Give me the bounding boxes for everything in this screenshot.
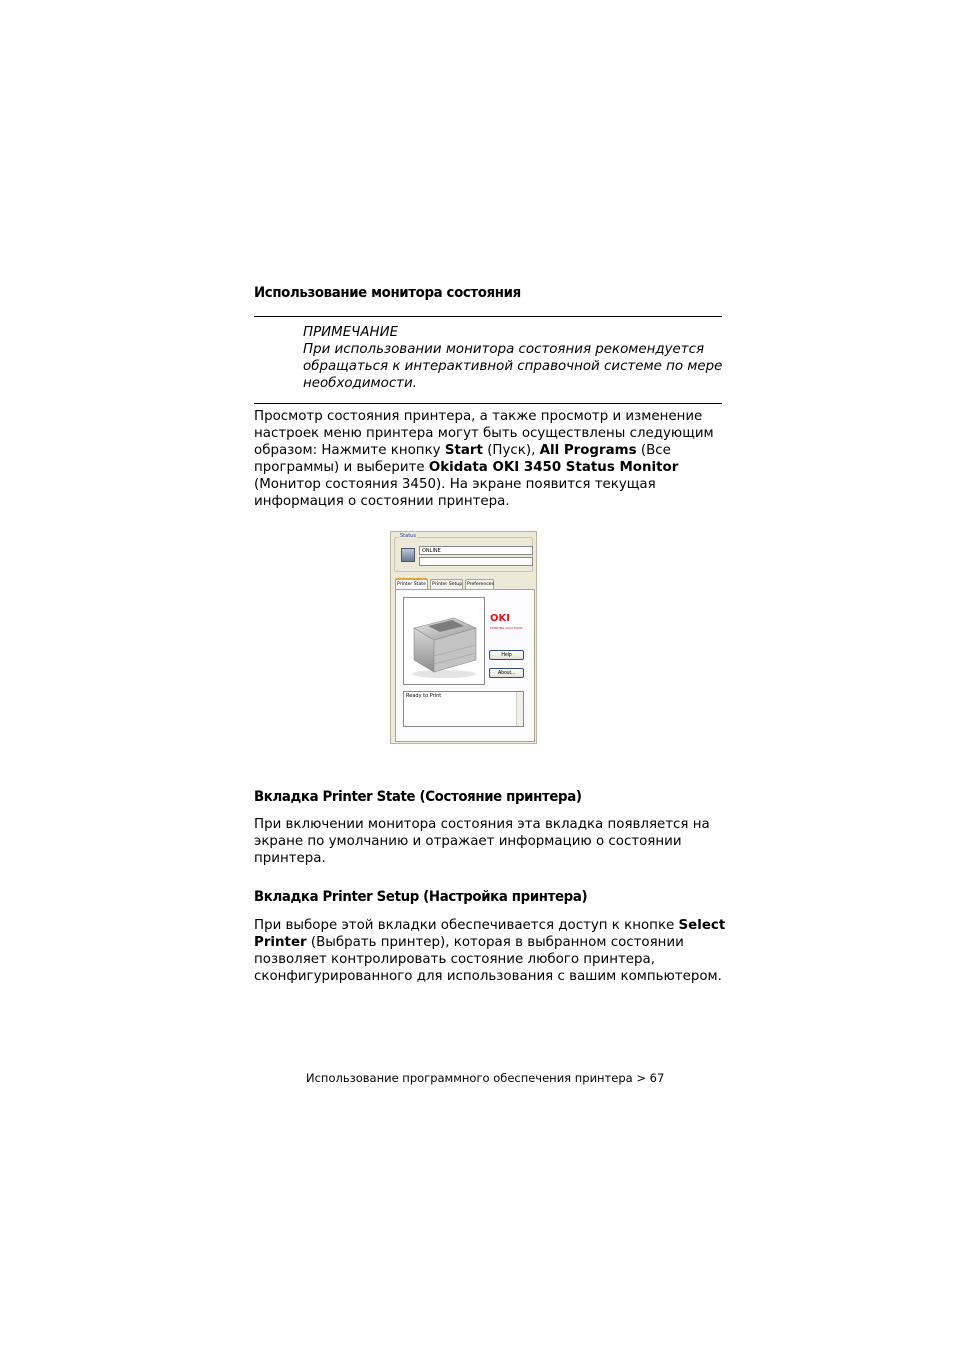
note-line: При использовании монитора состояния рекомендуется (303, 342, 705, 357)
paragraph-line: При включении монитора состояния эта вкладка появляется на (254, 817, 710, 832)
status-field: ONLINE (419, 546, 533, 555)
paragraph-line: принтера. (254, 851, 326, 866)
paragraph-line: (Монитор состояния 3450). На экране появится текущая (254, 477, 656, 492)
note-top-rule (254, 316, 722, 317)
note-label: ПРИМЕЧАНИЕ (303, 325, 399, 340)
status-message: Ready to Print (406, 693, 442, 699)
note-line: необходимости. (303, 376, 417, 391)
oki-logo: OKI (490, 613, 510, 624)
all-programs-term: All Programs (539, 443, 637, 458)
help-button[interactable]: Help (489, 650, 524, 660)
note-line: обращаться к интерактивной справочной системе по мере (303, 359, 723, 374)
printer-state-heading: Вкладка Printer State (Состояние принтера) (254, 789, 582, 805)
tab-printer-state[interactable]: Printer State (395, 578, 428, 589)
printer-image (403, 597, 485, 685)
status-monitor-window (390, 531, 537, 744)
status-message-box (403, 691, 524, 727)
start-term: Start (444, 443, 483, 458)
note-block (303, 324, 723, 392)
paragraph-line: Printer (Выбрать принтер), которая в выбранном состоянии (254, 935, 684, 950)
page-footer: Использование программного обеспечения принтера > 67 (306, 1071, 665, 1085)
paragraph-line: Просмотр состояния принтера, а также просмотр и изменение (254, 409, 703, 424)
status-detail-field (419, 557, 533, 566)
printer-icon (404, 598, 484, 684)
tab-preferences[interactable]: Preferences (465, 579, 494, 589)
printer-status-icon (401, 548, 415, 562)
paragraph-line: программы) и выберите Okidata OKI 3450 Status Monitor (254, 460, 679, 475)
paragraph-line: сконфигурированного для использования с вашим компьютером. (254, 969, 722, 984)
paragraph-line: информация о состоянии принтера. (254, 494, 510, 509)
status-monitor-term: Okidata OKI 3450 Status Monitor (428, 460, 679, 475)
printer-setup-paragraph (254, 917, 734, 985)
printer-setup-heading: Вкладка Printer Setup (Настройка принтера) (254, 889, 588, 905)
paragraph-line: настроек меню принтера могут быть осуществлены следующим (254, 426, 714, 441)
status-group-label: Status (400, 533, 416, 539)
intro-paragraph (254, 408, 734, 510)
printer-state-paragraph (254, 816, 734, 867)
message-scrollbar[interactable] (516, 692, 523, 726)
paragraph-line: экране по умолчанию и отражает информацию о состоянии (254, 834, 682, 849)
section-heading: Использование монитора состояния (254, 285, 521, 301)
note-bottom-rule (254, 403, 722, 404)
oki-logo-subtitle: PRINTING SOLUTIONS (490, 626, 523, 630)
paragraph-line: образом: Нажмите кнопку Start (Пуск), All Programs (Все (254, 443, 671, 458)
select-term: Select (678, 918, 726, 933)
tab-printer-setup[interactable]: Printer Setup (430, 579, 463, 589)
tab-panel (395, 589, 535, 742)
about-button[interactable]: About... (489, 668, 524, 678)
paragraph-line: позволяет контролировать состояние любого принтера, (254, 952, 655, 967)
printer-term: Printer (254, 935, 307, 950)
paragraph-line: При выборе этой вкладки обеспечивается доступ к кнопке Select (254, 918, 726, 933)
status-group (394, 533, 533, 572)
